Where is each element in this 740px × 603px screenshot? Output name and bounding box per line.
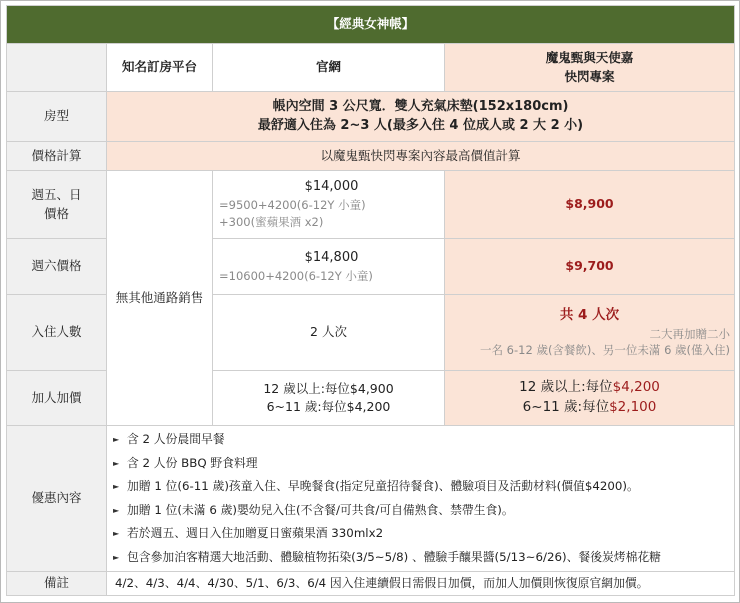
platform-note: 無其他通路銷售 [107, 171, 213, 426]
fri-sun-row [7, 171, 735, 239]
price-calc-label: 價格計算 [7, 142, 107, 171]
extra-special [445, 371, 735, 426]
sat-official [213, 239, 445, 295]
benefit-item: ► 含 2 人份晨間早餐 [113, 428, 734, 452]
bullet-icon: ► [113, 529, 120, 538]
fri-sun-label [7, 171, 107, 239]
room-type-line1: 帳內空間 3 公尺寬．雙人充氣床墊(152x180cm) [272, 98, 569, 114]
occupancy-special-main: 共 4 人次 [559, 307, 620, 324]
extra-special-line2-prefix: 6~11 歲:每位 [522, 399, 610, 415]
fri-sun-official [213, 171, 445, 239]
occupancy-special-sub1: 二大再加贈二小 [649, 326, 731, 341]
pricing-table [6, 5, 735, 596]
fri-sun-label-line1: 週五、日 [31, 187, 82, 203]
benefit-item: ► 加贈 1 位(6-11 歲)孩童入住、早晚餐食(指定兒童招待餐食)、體驗項目及活動材料(價值$4200)。 [113, 475, 734, 499]
header-special [445, 44, 735, 92]
extra-official-line1: 12 歲以上:每位$4,900 [263, 380, 394, 396]
sat-special-price: $9,700 [445, 239, 735, 295]
title-row [7, 6, 735, 44]
remarks-text: 4/2、4/3、4/4、4/30、5/1、6/3、6/4 因入住連續假日需假日加價，而加人加價則恢復原官網加價。 [107, 572, 735, 596]
room-type-value [107, 92, 735, 142]
header-platform: 知名訂房平台 [107, 44, 213, 92]
fri-sun-official-price: $14,000 [304, 179, 359, 195]
benefits-row [7, 426, 735, 572]
bullet-icon: ► [113, 482, 120, 491]
fri-sun-official-detail2: +300(蜜蘋果酒 x2) [219, 214, 324, 229]
benefit-item: ► 包含參加泊客精選大地活動、體驗植物拓染(3/5~5/8) 、體驗手釀果醬(5/13~6/26)、餐後炭烤棉花糖 [113, 546, 734, 570]
table-title: 【經典女神帳】 [7, 6, 735, 44]
extra-special-line1 [445, 378, 734, 398]
extra-special-line1-prefix: 12 歲以上:每位 [519, 379, 613, 396]
extra-official [213, 371, 445, 426]
occupancy-label: 入住人數 [7, 295, 107, 371]
room-type-row [7, 92, 735, 142]
occupancy-special [445, 295, 735, 371]
remarks-label: 備註 [7, 572, 107, 596]
header-special-line2: 快閃專案 [564, 68, 615, 84]
benefits-cell [107, 426, 735, 572]
fri-sun-special-price: $8,900 [445, 171, 735, 239]
remarks-row [7, 572, 735, 596]
benefits-list [107, 426, 734, 571]
sat-official-detail: =10600+4200(6-12Y 小童) [219, 268, 373, 283]
header-official: 官網 [213, 44, 445, 92]
price-calc-row [7, 142, 735, 171]
price-calc-value: 以魔鬼甄快閃專案內容最高價值計算 [107, 142, 735, 171]
header-row [7, 44, 735, 92]
bullet-icon: ► [113, 552, 120, 562]
benefit-item: ► 若於週五、週日入住加贈夏日蜜蘋果酒 330mlx2 [113, 522, 734, 546]
sat-label: 週六價格 [7, 239, 107, 295]
benefits-label: 優惠內容 [7, 426, 107, 572]
extra-special-line1-price: $4,200 [612, 379, 660, 396]
extra-special-line2-price: $2,100 [609, 399, 657, 415]
corner-cell [7, 44, 107, 92]
benefit-item: ► 含 2 人份 BBQ 野食料理 [113, 452, 734, 476]
bullet-icon: ► [113, 435, 120, 444]
extra-special-line2 [445, 398, 734, 418]
fri-sun-label-line2: 價格 [43, 205, 69, 221]
header-special-line1: 魔鬼甄與天使嘉 [545, 50, 634, 66]
extra-official-line2: 6~11 歲:每位$4,200 [266, 399, 391, 414]
bullet-icon: ► [113, 458, 120, 468]
room-type-label: 房型 [7, 92, 107, 142]
benefit-item: ► 加贈 1 位(未滿 6 歲)嬰幼兒入住(不含餐/可共食/可自備熟食、禁帶生食)。 [113, 499, 734, 523]
sat-official-price: $14,800 [304, 249, 359, 265]
extra-label: 加人加價 [7, 371, 107, 426]
occupancy-official: 2 人次 [213, 295, 445, 371]
fri-sun-official-detail1: =9500+4200(6-12Y 小童) [219, 198, 366, 213]
occupancy-special-sub2: 一名 6-12 歲(含餐飲)、另一位未滿 6 歲(僅入住) [480, 343, 731, 358]
room-type-line2: 最舒適入住為 2~3 人(最多入住 4 位成人或 2 大 2 小) [257, 117, 584, 133]
bullet-icon: ► [113, 505, 120, 515]
